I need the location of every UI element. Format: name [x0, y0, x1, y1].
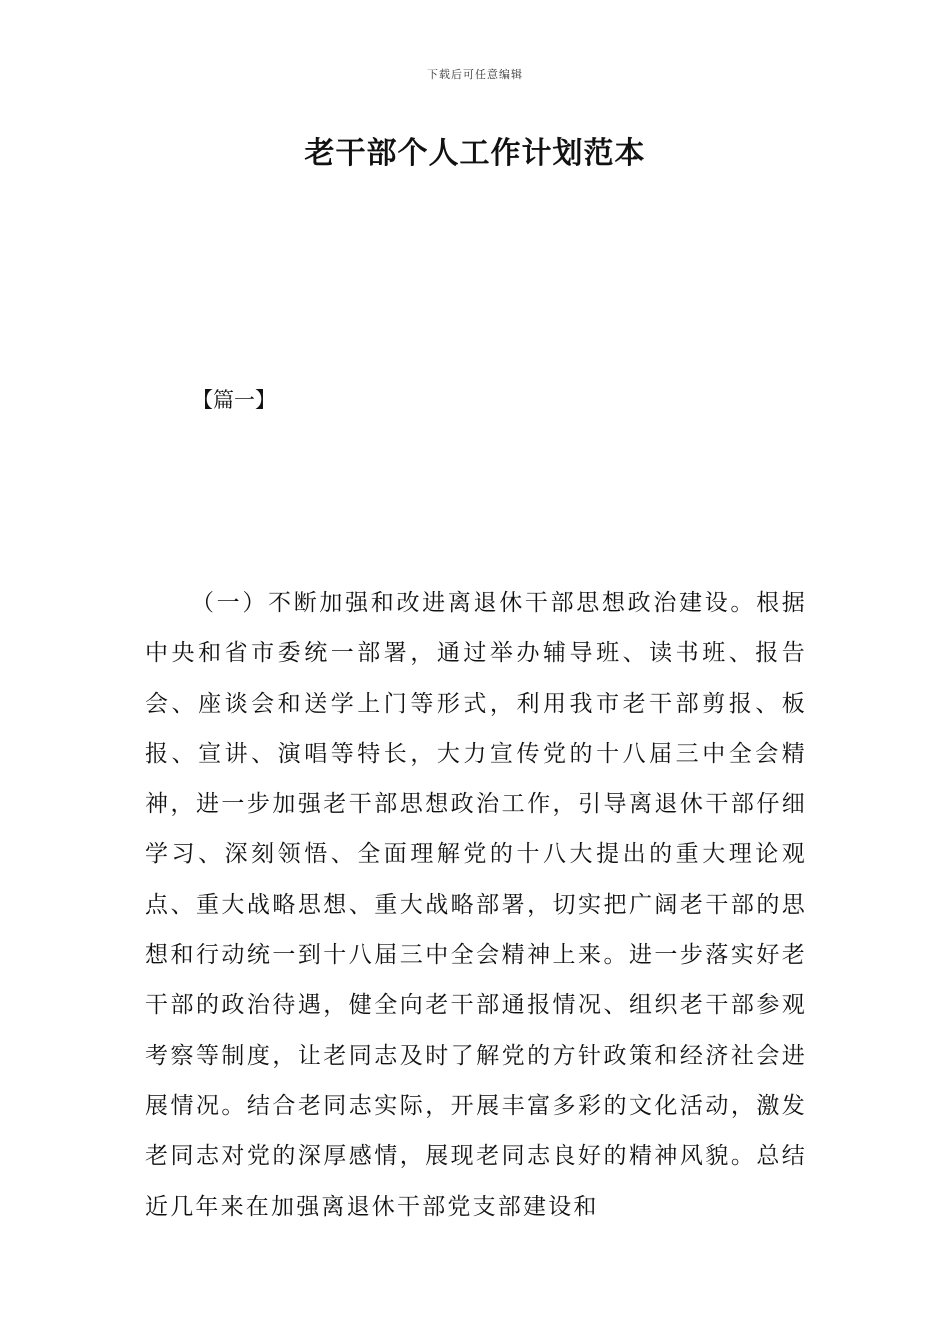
header-note: 下载后可任意编辑	[427, 68, 523, 81]
body-paragraph: （一）不断加强和改进离退休干部思想政治建设。根据中央和省市委统一部署，通过举办辅导班、读书班、报告会、座谈会和送学上门等形式，利用我市老干部剪报、板报、宣讲、演唱等特长，大力宣传党的十八届三中全会精神，进一步加强老干部思想政治工作，引导离退休干部仔细学习、深刻领悟、全面理解党的十八大提出的重大理论观点、重大战略思想、重大战略部署，切实把广阔老干部的思想和行动统一到十八届三中全会精神上来。进一步落实好老干部的政治待遇，健全向老干部通报情况、组织老干部参观考察等制度，让老同志及时了解党的方针政策和经济社会进展情况。结合老同志实际，开展丰富多彩的文化活动，激发老同志对党的深厚感情，展现老同志良好的精神风貌。总结近几年来在加强离退休干部党支部建设和	[145, 590, 807, 1220]
document-title: 老干部个人工作计划范本	[304, 136, 646, 171]
section-label: 【篇一】	[192, 388, 276, 412]
